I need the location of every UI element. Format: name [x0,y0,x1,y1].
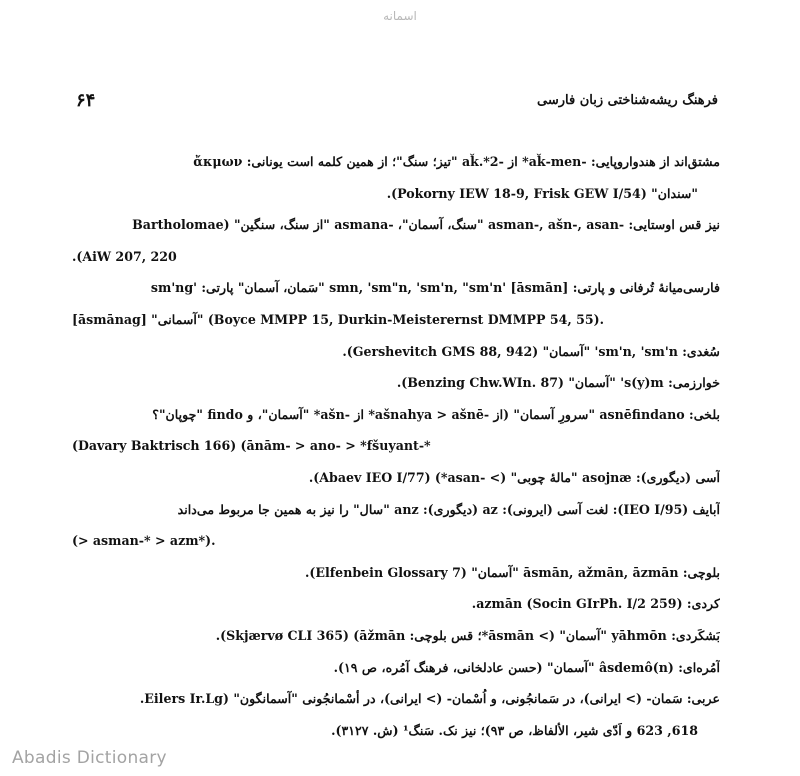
entry-line: "سندان" (Pokorny IEW 18-9, Frisk GEW I/54). [386,185,698,201]
entry-line: بلوچی: āsmān, ažmān, āzmān "آسمان" (Elfenbein Glossary 7). [305,564,720,580]
entry-line: (> asman-* > azm*). [72,533,216,549]
entry-line: بلخی: asnēfindano "سرورِ آسمان" (از -ašnahya > ašnē* از -ašn* "آسمان"، و findo "چوپان"؟ [152,406,720,422]
entry-line: مشتق‌اند از هندواروپایی: -aǩ-men* از -aǩ.*2 "تیز؛ سنگ"؛ از همین کلمه است یونانی: ἄκμων [193,154,720,169]
site-title: اسمانه [383,9,417,23]
entry-line: سُغدی: sm'n, 'sm'n' "آسمان" (Gershevitch GMS 88, 942). [342,343,720,359]
entry-line: کردی: azmān (Socin GIrPh. I/2 259). [471,596,720,612]
entry-line: نیز قس اوستایی: -asman-, ašn-, asan "سنگ، آسمان"، -asmana "از سنگ، سنگین" (Bartholomae [132,217,720,233]
entry-line: [āsmānag] "آسمانی" (Boyce MMPP 15, Durkin-Meisterernst DMMPP 54, 55). [72,311,605,327]
entry-line: بَشکَردی: yāhmōn "آسمان" (> āsmān*؛ قس بلوچی: āžmān) (Skjærvø CLI 365). [215,627,720,643]
entry-line: عربی: سَمان- (> ایرانی)، در سَمانجُونی، و اُسْمان- (> ایرانی)، در أسْمانجُونی "آسمانگون" (Eilers Ir.Lg. [139,691,720,707]
page-header [76,90,718,116]
entry-content [72,146,720,746]
entry-line: (Davary Baktrisch 166) (ānām- > ano- > *fšuyant-* [72,438,431,454]
entry-line: خوارزمی: s(y)m' "آسمان" (Benzing Chw.WIn. 87). [396,375,720,391]
entry-line: 618, 623 و اَدّی شیر، الألفاظ، ص ۹۳)؛ نیز نک. سَنگ¹ (ش. ۳۱۲۷). [331,722,698,738]
book-title: فرهنگ ریشه‌شناختی زبان فارسی [537,93,718,108]
entry-line: آبایف (IEO I/95): لغت آسی (ایرونی): az (دیگوری): anz "سال" را نیز به همین جا مربوط می‌داند [177,501,720,517]
entry-line: آسی (دیگوری): asojnæ "مالهٔ چوبی" (> -asan*) (Abaev IEO I/77). [308,469,720,485]
watermark: Abadis Dictionary [12,748,167,768]
entry-line: .(AiW 207, 220 [72,248,177,264]
entry-line: آمُره‌ای: âsdemô(n) "آسمان" (حسن عادلخانی، فرهنگ آمُره، ص ۱۹). [333,659,720,675]
page-number: ۶۴ [76,90,96,111]
entry-line: فارسی‌میانهٔ تُرفانی و پارتی: [āsmān] 'smn, 'sm"n, 'sm'n, "sm'n "سَمان، آسمان" پارتی: 'sm'ng [150,280,720,296]
